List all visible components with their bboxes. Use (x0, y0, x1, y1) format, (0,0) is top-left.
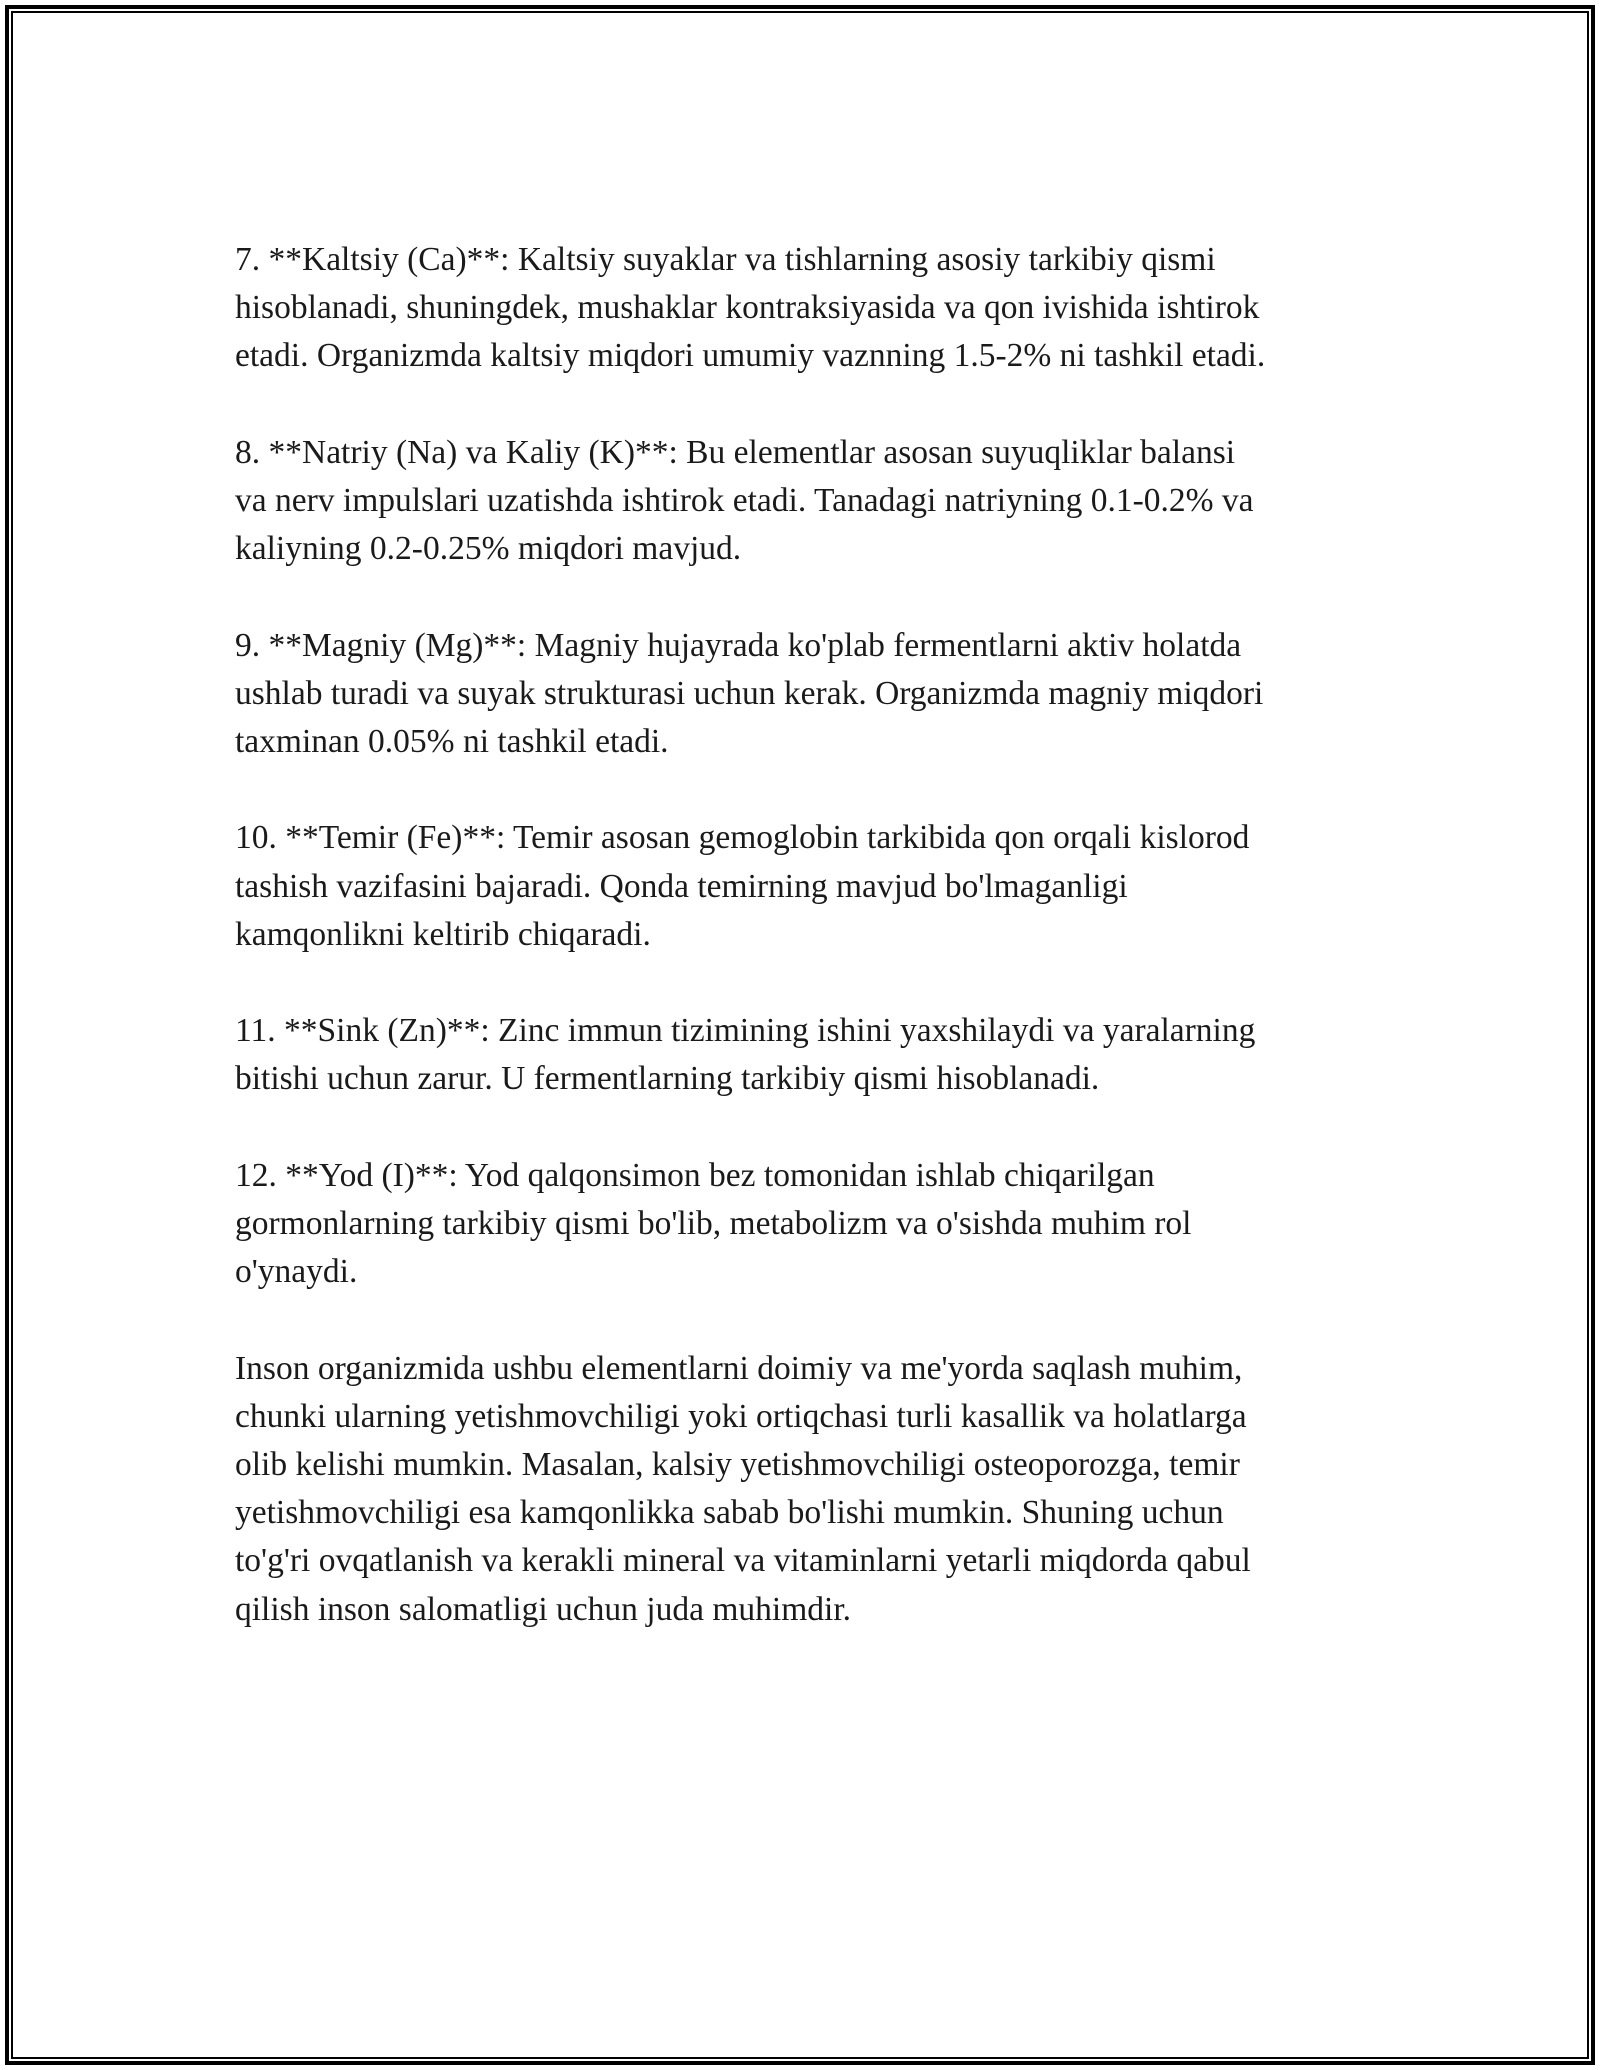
paragraph-iodine (235, 1152, 1395, 1297)
paragraph-magnesium (235, 622, 1395, 767)
text-line: bitishi uchun zarur. U fermentlarning tarkibiy qismi hisoblanadi. (235, 1060, 1100, 1098)
text-line: taxminan 0.05% ni tashkil etadi. (235, 723, 669, 760)
text-line: va nerv impulslari uzatishda ishtirok etadi. Tanadagi natriyning 0.1-0.2% va (235, 482, 1254, 519)
text-line: 11. **Sink (Zn)**: Zinc immun tizimining ishini yaxshilaydi va yaralarning (235, 1012, 1256, 1050)
text-line: qilish inson salomatligi uchun juda muhimdir. (235, 1590, 852, 1628)
text-line: 10. **Temir (Fe)**: Temir asosan gemoglobin tarkibida qon orqali kislorod (235, 819, 1250, 857)
text-line: kaliyning 0.2-0.25% miqdori mavjud. (235, 530, 742, 568)
document-body (235, 236, 1395, 1682)
text-line: tashish vazifasini bajaradi. Qonda temirning mavjud bo'lmaganligi (235, 867, 1128, 905)
paragraph-sodium-potassium (235, 429, 1395, 574)
text-line: hisoblanadi, shuningdek, mushaklar kontraksiyasida va qon ivishida ishtirok (235, 289, 1260, 327)
text-line: yetishmovchiligi esa kamqonlikka sabab bo'lishi mumkin. Shuning uchun (235, 1494, 1224, 1532)
paragraph-iron (235, 814, 1395, 959)
text-line: ushlab turadi va suyak strukturasi uchun kerak. Organizmda magniy miqdori (235, 674, 1264, 712)
text-line: 8. **Natriy (Na) va Kaliy (K)**: Bu elementlar asosan suyuqliklar balansi (235, 433, 1236, 471)
text-line: 7. **Kaltsiy (Ca)**: Kaltsiy suyaklar va tishlarning asosiy tarkibiy qismi (235, 241, 1216, 278)
paragraph-conclusion (235, 1345, 1395, 1634)
text-line: 9. **Magniy (Mg)**: Magniy hujayrada ko'plab fermentlarni aktiv holatda (235, 626, 1242, 664)
text-line: to'g'ri ovqatlanish va kerakli mineral va vitaminlarni yetarli miqdorda qabul (235, 1542, 1251, 1580)
text-line: gormonlarning tarkibiy qismi bo'lib, metabolizm va o'sishda muhim rol (235, 1204, 1192, 1242)
text-line: 12. **Yod (I)**: Yod qalqonsimon bez tomonidan ishlab chiqarilgan (235, 1156, 1155, 1194)
paragraph-zinc (235, 1007, 1395, 1103)
paragraph-calcium (235, 236, 1395, 381)
text-line: o'ynaydi. (235, 1253, 358, 1291)
text-line: kamqonlikni keltirib chiqaradi. (235, 915, 651, 953)
text-line: etadi. Organizmda kaltsiy miqdori umumiy vaznning 1.5-2% ni tashkil etadi. (235, 337, 1266, 375)
text-line: olib kelishi mumkin. Masalan, kalsiy yetishmovchiligi osteoporozga, temir (235, 1445, 1240, 1483)
text-line: chunki ularning yetishmovchiligi yoki ortiqchasi turli kasallik va holatlarga (235, 1397, 1247, 1435)
text-line: Inson organizmida ushbu elementlarni doimiy va me'yorda saqlash muhim, (235, 1349, 1243, 1387)
